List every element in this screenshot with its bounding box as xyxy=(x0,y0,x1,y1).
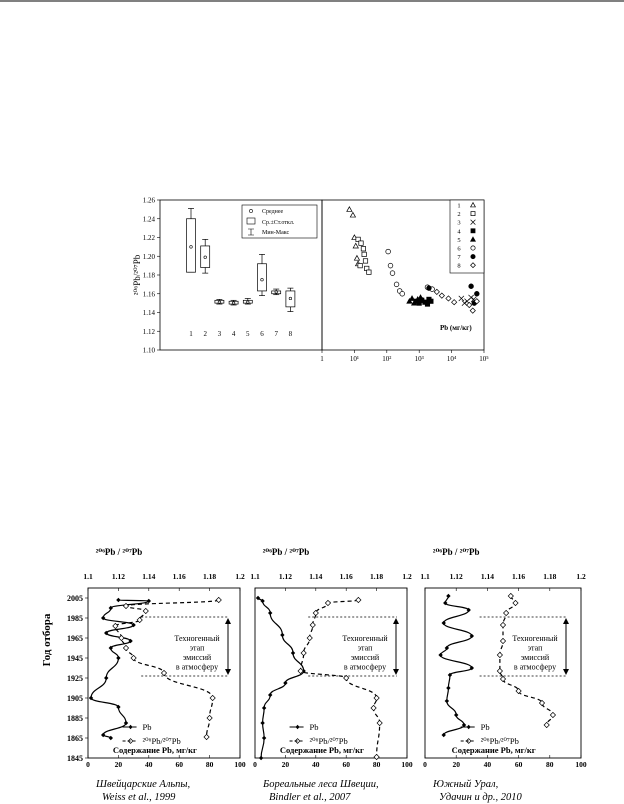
bottom-tick-label: 20 xyxy=(281,760,290,769)
ratio-point xyxy=(210,695,215,700)
scatter-legend-label: 4 xyxy=(457,228,461,236)
box-x-tick-label: 6 xyxy=(260,330,264,338)
point-square-open xyxy=(471,212,475,216)
point-circle-open xyxy=(394,282,399,287)
ratio-point xyxy=(123,645,128,650)
top-tick-label: 1.18 xyxy=(543,572,557,581)
box-x-tick-label: 5 xyxy=(246,330,250,338)
box-body xyxy=(286,291,295,307)
legend-ratio-label: ²⁰⁶Pb/²⁰⁷Pb xyxy=(309,736,348,746)
ratio-point xyxy=(325,600,330,605)
ratio-point xyxy=(371,705,376,710)
bottom-tick-label: 20 xyxy=(114,760,123,769)
note-line: в атмосферу xyxy=(343,662,387,672)
pb-point xyxy=(454,713,458,717)
pb-point xyxy=(116,656,120,660)
scatter-x-label: Pb (мг/кг) xyxy=(440,324,472,332)
pb-point xyxy=(259,756,263,760)
ratio-point xyxy=(504,610,509,615)
scatter-x-tick-label: 1 xyxy=(320,355,324,363)
point-circle-filled xyxy=(474,291,479,296)
pb-point xyxy=(445,699,449,703)
top-tick-label: 1.14 xyxy=(309,572,323,581)
ratio-point xyxy=(216,597,221,602)
note-arrow-down xyxy=(563,669,569,675)
point-diamond-open xyxy=(434,289,439,294)
point-circle-open xyxy=(471,246,475,250)
point-square-open xyxy=(359,241,363,245)
box-y-tick-label: 1.26 xyxy=(142,196,155,205)
scatter-series-1 xyxy=(347,207,361,266)
scatter-x-tick-label: 10¹ xyxy=(349,355,359,363)
bottom-axis-label: Содержание Pb, мг/кг xyxy=(112,745,197,755)
point-triangle-filled xyxy=(409,296,414,301)
year-tick-label: 1905 xyxy=(67,694,83,703)
box-y-tick-label: 1.20 xyxy=(142,252,155,261)
point-square-open xyxy=(361,247,365,251)
box-x-tick-label: 3 xyxy=(217,330,222,338)
point-triangle-open xyxy=(347,207,352,212)
bottom-tick-label: 0 xyxy=(86,760,90,769)
top-tick-label: 1.14 xyxy=(142,572,156,581)
note-line: этап xyxy=(189,643,205,653)
point-circle-open xyxy=(386,249,391,254)
bottom-tick-label: 60 xyxy=(175,760,183,769)
box-y-tick-label: 1.12 xyxy=(142,327,155,336)
pb-point xyxy=(262,736,266,740)
point-triangle-open xyxy=(353,243,358,248)
boxplot-y-ticks xyxy=(143,197,160,355)
bottom-tick-label: 80 xyxy=(546,760,554,769)
note-line: в атмосферу xyxy=(175,662,219,672)
point-circle-filled xyxy=(471,254,475,258)
note-line: эмиссий xyxy=(350,653,380,662)
scatter-legend xyxy=(450,200,484,273)
bottom-tick-label: 40 xyxy=(145,760,153,769)
legend-ratio-label: ²⁰⁶Pb/²⁰⁷Pb xyxy=(142,736,181,746)
top-tick-label: 1.14 xyxy=(480,572,494,581)
box-x-tick-label: 2 xyxy=(203,330,207,338)
box-y-tick-label: 1.10 xyxy=(142,346,155,355)
pb-point xyxy=(280,633,284,637)
scatter-x-tick-label: 10⁵ xyxy=(479,355,489,363)
top-tick-label: 1.16 xyxy=(339,572,353,581)
point-square-open xyxy=(358,263,362,267)
year-tick-label: 1945 xyxy=(67,654,83,663)
box-8 xyxy=(286,288,295,311)
note-line: в атмосферу xyxy=(513,662,557,672)
ratio-point xyxy=(544,722,549,727)
top-tick-label: 1.16 xyxy=(172,572,186,581)
ratio-point xyxy=(374,695,379,700)
ratio-point xyxy=(513,600,518,605)
bottom-tick-label: 0 xyxy=(423,760,427,769)
pb-point xyxy=(291,651,295,655)
top-tick-label: 1.18 xyxy=(203,572,217,581)
scatter-legend-label: 6 xyxy=(457,245,461,253)
scatter-legend-marker-6 xyxy=(471,246,475,250)
box-x-tick-label: 8 xyxy=(288,330,293,338)
ratio-point xyxy=(500,676,505,681)
point-diamond-open xyxy=(452,300,457,305)
ratio-point xyxy=(119,635,124,640)
box-body xyxy=(201,246,210,268)
note-line: этап xyxy=(357,643,373,653)
point-triangle-open xyxy=(354,256,359,261)
pb-point xyxy=(260,721,264,725)
note-line: этап xyxy=(527,643,543,653)
point-diamond-open xyxy=(470,308,475,313)
note-line: Техногенный xyxy=(342,634,388,643)
legend-pb-label: Pb xyxy=(480,722,490,732)
box-x-tick-label: 4 xyxy=(231,330,236,338)
box-5 xyxy=(243,298,252,304)
top-tick-label: 1.12 xyxy=(111,572,125,581)
bottom-panel-frame xyxy=(425,588,581,758)
scatter-chart xyxy=(320,200,489,363)
top-tick-label: 1.12 xyxy=(278,572,292,581)
box-y-tick-label: 1.14 xyxy=(142,309,155,317)
point-circle-filled xyxy=(469,284,474,289)
note-text xyxy=(342,634,388,672)
scatter-legend-label: 3 xyxy=(457,219,461,227)
ratio-point xyxy=(313,610,318,615)
point-diamond-open xyxy=(467,302,472,307)
pb-point xyxy=(446,594,450,598)
scatter-x-tick-label: 10⁴ xyxy=(446,355,457,363)
legend-pb-label: Pb xyxy=(309,722,319,732)
box-y-tick-label: 1.22 xyxy=(142,234,155,242)
scatter-legend-marker-7 xyxy=(471,254,475,258)
ratio-point xyxy=(356,597,361,602)
note-arrow-down xyxy=(225,669,231,675)
bottom-panel-2 xyxy=(250,547,413,803)
bottom-tick-label: 40 xyxy=(483,760,492,769)
ratio-point xyxy=(131,655,136,660)
top-tick-label: 1.2 xyxy=(402,572,412,581)
bottom-axis-label: Содержание Pb, мг/кг xyxy=(451,745,536,755)
bottom-panels xyxy=(67,547,587,803)
point-square-filled xyxy=(471,229,475,233)
bottom-tick-label: 100 xyxy=(401,760,413,769)
point-square-open xyxy=(367,270,371,274)
point-cross xyxy=(469,295,474,300)
ratio-point xyxy=(207,715,212,720)
boxplot-x-ticks xyxy=(189,330,292,338)
top-axis-title: ²⁰⁶Pb / ²⁰⁷Pb xyxy=(432,547,480,557)
bottom-axis-label: Содержание Pb, мг/кг xyxy=(279,745,364,755)
bottom-tick-label: 80 xyxy=(372,760,381,769)
pb-point xyxy=(262,706,266,710)
note-line: Техногенный xyxy=(174,634,220,643)
bottom-tick-label: 20 xyxy=(452,760,460,769)
bottom-tick-label: 100 xyxy=(234,760,246,769)
note-text xyxy=(174,634,220,672)
point-circle-filled xyxy=(427,286,432,291)
ratio-point xyxy=(143,608,148,613)
top-tick-label: 1.1 xyxy=(83,572,93,581)
bottom-panel-3 xyxy=(420,547,587,803)
box-y-tick-label: 1.18 xyxy=(142,271,155,280)
boxplot-chart xyxy=(132,197,322,355)
year-tick-label: 1885 xyxy=(67,714,83,723)
note-arrow-up xyxy=(563,618,569,624)
box-x-tick-label: 1 xyxy=(189,330,193,338)
top-tick-label: 1.12 xyxy=(449,572,463,581)
point-diamond-open xyxy=(439,293,444,298)
caption-line1: Швейцарские Альпы, xyxy=(96,779,191,790)
scatter-x-tick-label: 10² xyxy=(382,355,392,363)
box-6 xyxy=(258,254,267,295)
box-y-tick-label: 1.24 xyxy=(142,215,155,224)
scatter-x-tick-label: 10³ xyxy=(414,355,424,363)
point-circle-open xyxy=(388,263,393,268)
pb-point xyxy=(446,686,450,690)
point-square-filled xyxy=(429,299,433,303)
legend-box-label: Ср.±Ст.откл. xyxy=(262,220,295,226)
scatter-legend-label: 7 xyxy=(457,254,461,262)
scatter-legend-frame xyxy=(450,200,484,273)
legend-mean-label: Среднее xyxy=(262,209,284,215)
year-tick-label: 1865 xyxy=(67,734,83,743)
scatter-legend-label: 2 xyxy=(457,211,461,219)
scatter-legend-marker-2 xyxy=(471,212,475,216)
ratio-point xyxy=(550,712,555,717)
ratio-point xyxy=(204,734,209,739)
caption-line2: Bindler et al., 2007 xyxy=(269,792,351,803)
box-body xyxy=(258,264,267,291)
point-cross xyxy=(459,296,464,301)
year-tick-label: 1985 xyxy=(67,614,83,623)
bottom-tick-label: 60 xyxy=(514,760,523,769)
ratio-point xyxy=(516,688,521,693)
ratio-point xyxy=(377,720,382,725)
point-triangle-open xyxy=(350,212,355,217)
boxplot-legend xyxy=(242,205,317,238)
box-4 xyxy=(229,300,238,305)
legend-ratio-label: ²⁰⁶Pb/²⁰⁷Pb xyxy=(480,736,519,746)
box-7 xyxy=(272,289,281,295)
bottom-tick-label: 80 xyxy=(205,760,214,769)
bottom-tick-label: 40 xyxy=(312,760,320,769)
ratio-point xyxy=(508,593,513,598)
top-tick-label: 1.1 xyxy=(420,572,430,581)
top-tick-label: 1.2 xyxy=(576,572,586,581)
year-tick-label: 1845 xyxy=(67,754,83,763)
top-axis-title: ²⁰⁶Pb / ²⁰⁷Pb xyxy=(262,547,310,557)
caption-line1: Бореальные леса Швеции, xyxy=(263,779,379,790)
ratio-point xyxy=(310,622,315,627)
caption-line1: Южный Урал, xyxy=(433,779,499,790)
point-square-open xyxy=(363,259,367,263)
pb-line xyxy=(258,598,304,758)
bottom-panel-1 xyxy=(67,547,246,803)
ratio-point xyxy=(500,638,505,643)
pb-point xyxy=(116,598,120,602)
scatter-series-2 xyxy=(356,237,371,274)
bottom-tick-label: 0 xyxy=(253,760,257,769)
legend-whisker-label: Мин-Макс xyxy=(262,230,290,236)
top-axis-title: ²⁰⁶Pb / ²⁰⁷Pb xyxy=(95,547,143,557)
year-tick-label: 2005 xyxy=(67,594,83,603)
caption-line2: Удачин и др., 2010 xyxy=(439,792,522,803)
bottom-y-label: Год отбора xyxy=(41,613,53,667)
year-tick-label: 1965 xyxy=(67,634,83,643)
boxplot-y-label: ²⁰⁶Pb/²⁰⁷Pb xyxy=(132,254,142,296)
bottom-panel-frame xyxy=(255,588,407,758)
bottom-tick-label: 100 xyxy=(575,760,587,769)
note-line: эмиссий xyxy=(182,653,212,662)
box-1 xyxy=(187,208,196,272)
ratio-point xyxy=(301,650,306,655)
scatter-legend-label: 5 xyxy=(457,236,461,244)
pb-point xyxy=(283,681,287,685)
top-tick-label: 1.18 xyxy=(370,572,384,581)
ratio-point xyxy=(497,668,502,673)
bottom-tick-label: 60 xyxy=(342,760,350,769)
point-diamond-open xyxy=(446,296,451,301)
note-arrow-up xyxy=(225,618,231,624)
caption-line2: Weiss et al., 1999 xyxy=(102,792,176,803)
top-tick-label: 1.1 xyxy=(250,572,260,581)
ratio-point xyxy=(161,670,166,675)
note-text xyxy=(512,634,558,672)
pb-point xyxy=(268,693,272,697)
point-square-open xyxy=(362,252,366,256)
box-2 xyxy=(201,239,210,273)
legend-pb-label: Pb xyxy=(142,722,152,732)
scatter-legend-label: 1 xyxy=(457,202,461,210)
note-arrow-up xyxy=(393,618,399,624)
pb-point xyxy=(147,599,151,603)
box-3 xyxy=(215,299,224,304)
year-tick-label: 1925 xyxy=(67,674,83,683)
scatter-legend-marker-4 xyxy=(471,229,475,233)
pb-point xyxy=(268,611,272,615)
scatter-legend-label: 8 xyxy=(457,262,461,270)
ratio-point xyxy=(374,754,379,759)
box-x-tick-label: 7 xyxy=(274,330,278,338)
top-tick-label: 1.16 xyxy=(512,572,526,581)
scatter-x-ticks xyxy=(320,350,489,363)
point-circle-open xyxy=(390,271,395,276)
pb-point xyxy=(109,606,113,610)
top-tick-label: 1.2 xyxy=(235,572,245,581)
note-arrow-down xyxy=(393,669,399,675)
ratio-point xyxy=(500,622,505,627)
note-line: Техногенный xyxy=(512,634,558,643)
pb-point xyxy=(104,676,108,680)
ratio-point xyxy=(307,635,312,640)
note-line: эмиссий xyxy=(520,653,550,662)
ratio-point xyxy=(497,652,502,657)
ratio-point xyxy=(539,700,544,705)
point-circle-open xyxy=(400,291,405,296)
box-y-tick-label: 1.16 xyxy=(142,290,155,299)
